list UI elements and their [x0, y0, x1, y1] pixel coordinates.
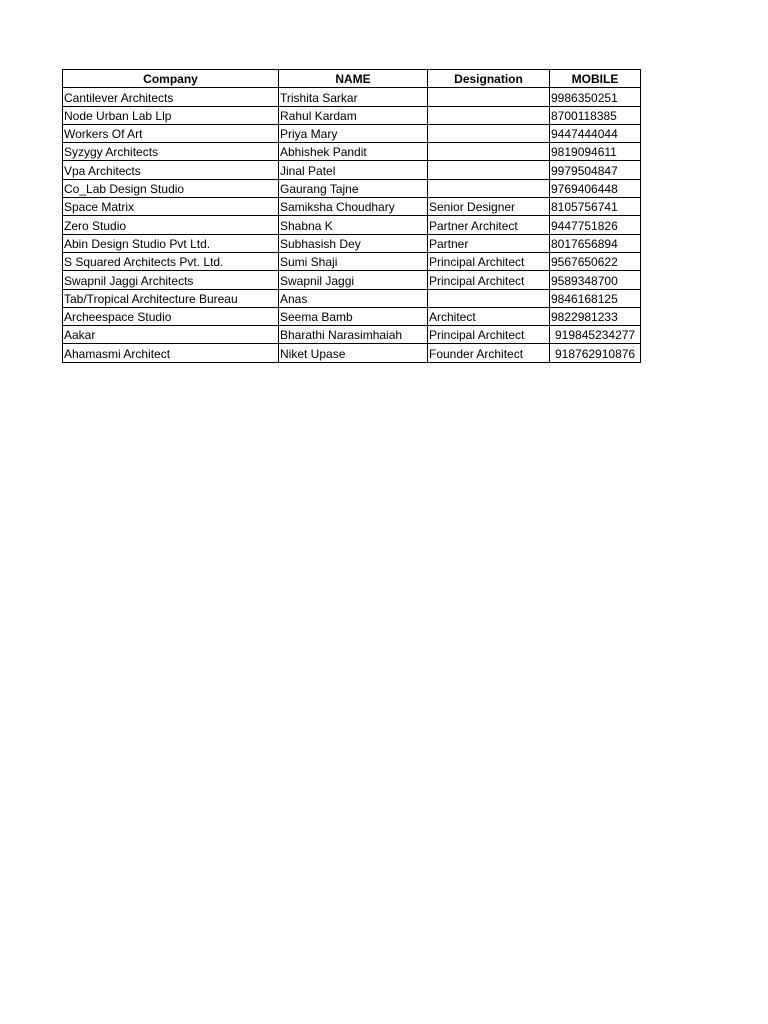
cell-mobile: 8700118385: [550, 106, 641, 124]
cell-mobile: 8105756741: [550, 198, 641, 216]
table-row: [63, 179, 641, 197]
table-row: [63, 198, 641, 216]
header-mobile: MOBILE: [550, 70, 641, 88]
table-row: [63, 124, 641, 142]
table-row: [63, 326, 641, 344]
table-row: [63, 252, 641, 270]
cell-company: Workers Of Art: [63, 124, 279, 142]
cell-company: Cantilever Architects: [63, 88, 279, 106]
cell-mobile: 9819094611: [550, 143, 641, 161]
cell-mobile: 9769406448: [550, 179, 641, 197]
table-row: [63, 143, 641, 161]
header-designation: Designation: [428, 70, 550, 88]
cell-name: Bharathi Narasimhaiah: [279, 326, 428, 344]
cell-name: Shabna K: [279, 216, 428, 234]
cell-name: Trishita Sarkar: [279, 88, 428, 106]
table-row: [63, 234, 641, 252]
table-row: [63, 344, 641, 362]
contacts-table: [62, 69, 641, 363]
cell-designation: [428, 88, 550, 106]
cell-name: Niket Upase: [279, 344, 428, 362]
cell-designation: Principal Architect: [428, 252, 550, 270]
header-row: [63, 70, 641, 88]
cell-mobile: 9822981233: [550, 307, 641, 325]
cell-designation: Founder Architect: [428, 344, 550, 362]
cell-name: Priya Mary: [279, 124, 428, 142]
cell-designation: Principal Architect: [428, 326, 550, 344]
cell-designation: Partner: [428, 234, 550, 252]
cell-name: Sumi Shaji: [279, 252, 428, 270]
cell-company: S Squared Architects Pvt. Ltd.: [63, 252, 279, 270]
cell-designation: [428, 143, 550, 161]
cell-company: Tab/Tropical Architecture Bureau: [63, 289, 279, 307]
cell-name: Abhishek Pandit: [279, 143, 428, 161]
table-row: [63, 289, 641, 307]
cell-designation: Senior Designer: [428, 198, 550, 216]
cell-company: Co_Lab Design Studio: [63, 179, 279, 197]
cell-name: Samiksha Choudhary: [279, 198, 428, 216]
cell-designation: Principal Architect: [428, 271, 550, 289]
cell-name: Anas: [279, 289, 428, 307]
cell-designation: Partner Architect: [428, 216, 550, 234]
cell-company: Aakar: [63, 326, 279, 344]
table-row: [63, 271, 641, 289]
cell-designation: [428, 106, 550, 124]
cell-mobile: 9986350251: [550, 88, 641, 106]
cell-mobile: 9447444044: [550, 124, 641, 142]
table-row: [63, 106, 641, 124]
cell-mobile: 9567650622: [550, 252, 641, 270]
table-header: [63, 70, 641, 88]
cell-name: Gaurang Tajne: [279, 179, 428, 197]
cell-company: Abin Design Studio Pvt Ltd.: [63, 234, 279, 252]
cell-designation: [428, 161, 550, 179]
cell-name: Swapnil Jaggi: [279, 271, 428, 289]
table-row: [63, 88, 641, 106]
cell-company: Node Urban Lab Llp: [63, 106, 279, 124]
header-name: NAME: [279, 70, 428, 88]
table-row: [63, 161, 641, 179]
cell-mobile: 919845234277: [550, 326, 641, 344]
table-row: [63, 307, 641, 325]
cell-company: Ahamasmi Architect: [63, 344, 279, 362]
cell-designation: [428, 289, 550, 307]
cell-name: Subhasish Dey: [279, 234, 428, 252]
cell-name: Jinal Patel: [279, 161, 428, 179]
table-body: [63, 88, 641, 362]
cell-designation: [428, 124, 550, 142]
cell-company: Space Matrix: [63, 198, 279, 216]
table-row: [63, 216, 641, 234]
cell-designation: [428, 179, 550, 197]
cell-company: Vpa Architects: [63, 161, 279, 179]
cell-mobile: 918762910876: [550, 344, 641, 362]
cell-company: Swapnil Jaggi Architects: [63, 271, 279, 289]
cell-designation: Architect: [428, 307, 550, 325]
cell-mobile: 9846168125: [550, 289, 641, 307]
cell-mobile: 9447751826: [550, 216, 641, 234]
cell-mobile: 8017656894: [550, 234, 641, 252]
cell-company: Zero Studio: [63, 216, 279, 234]
header-company: Company: [63, 70, 279, 88]
cell-company: Archeespace Studio: [63, 307, 279, 325]
cell-mobile: 9979504847: [550, 161, 641, 179]
cell-mobile: 9589348700: [550, 271, 641, 289]
cell-name: Rahul Kardam: [279, 106, 428, 124]
cell-name: Seema Bamb: [279, 307, 428, 325]
cell-company: Syzygy Architects: [63, 143, 279, 161]
